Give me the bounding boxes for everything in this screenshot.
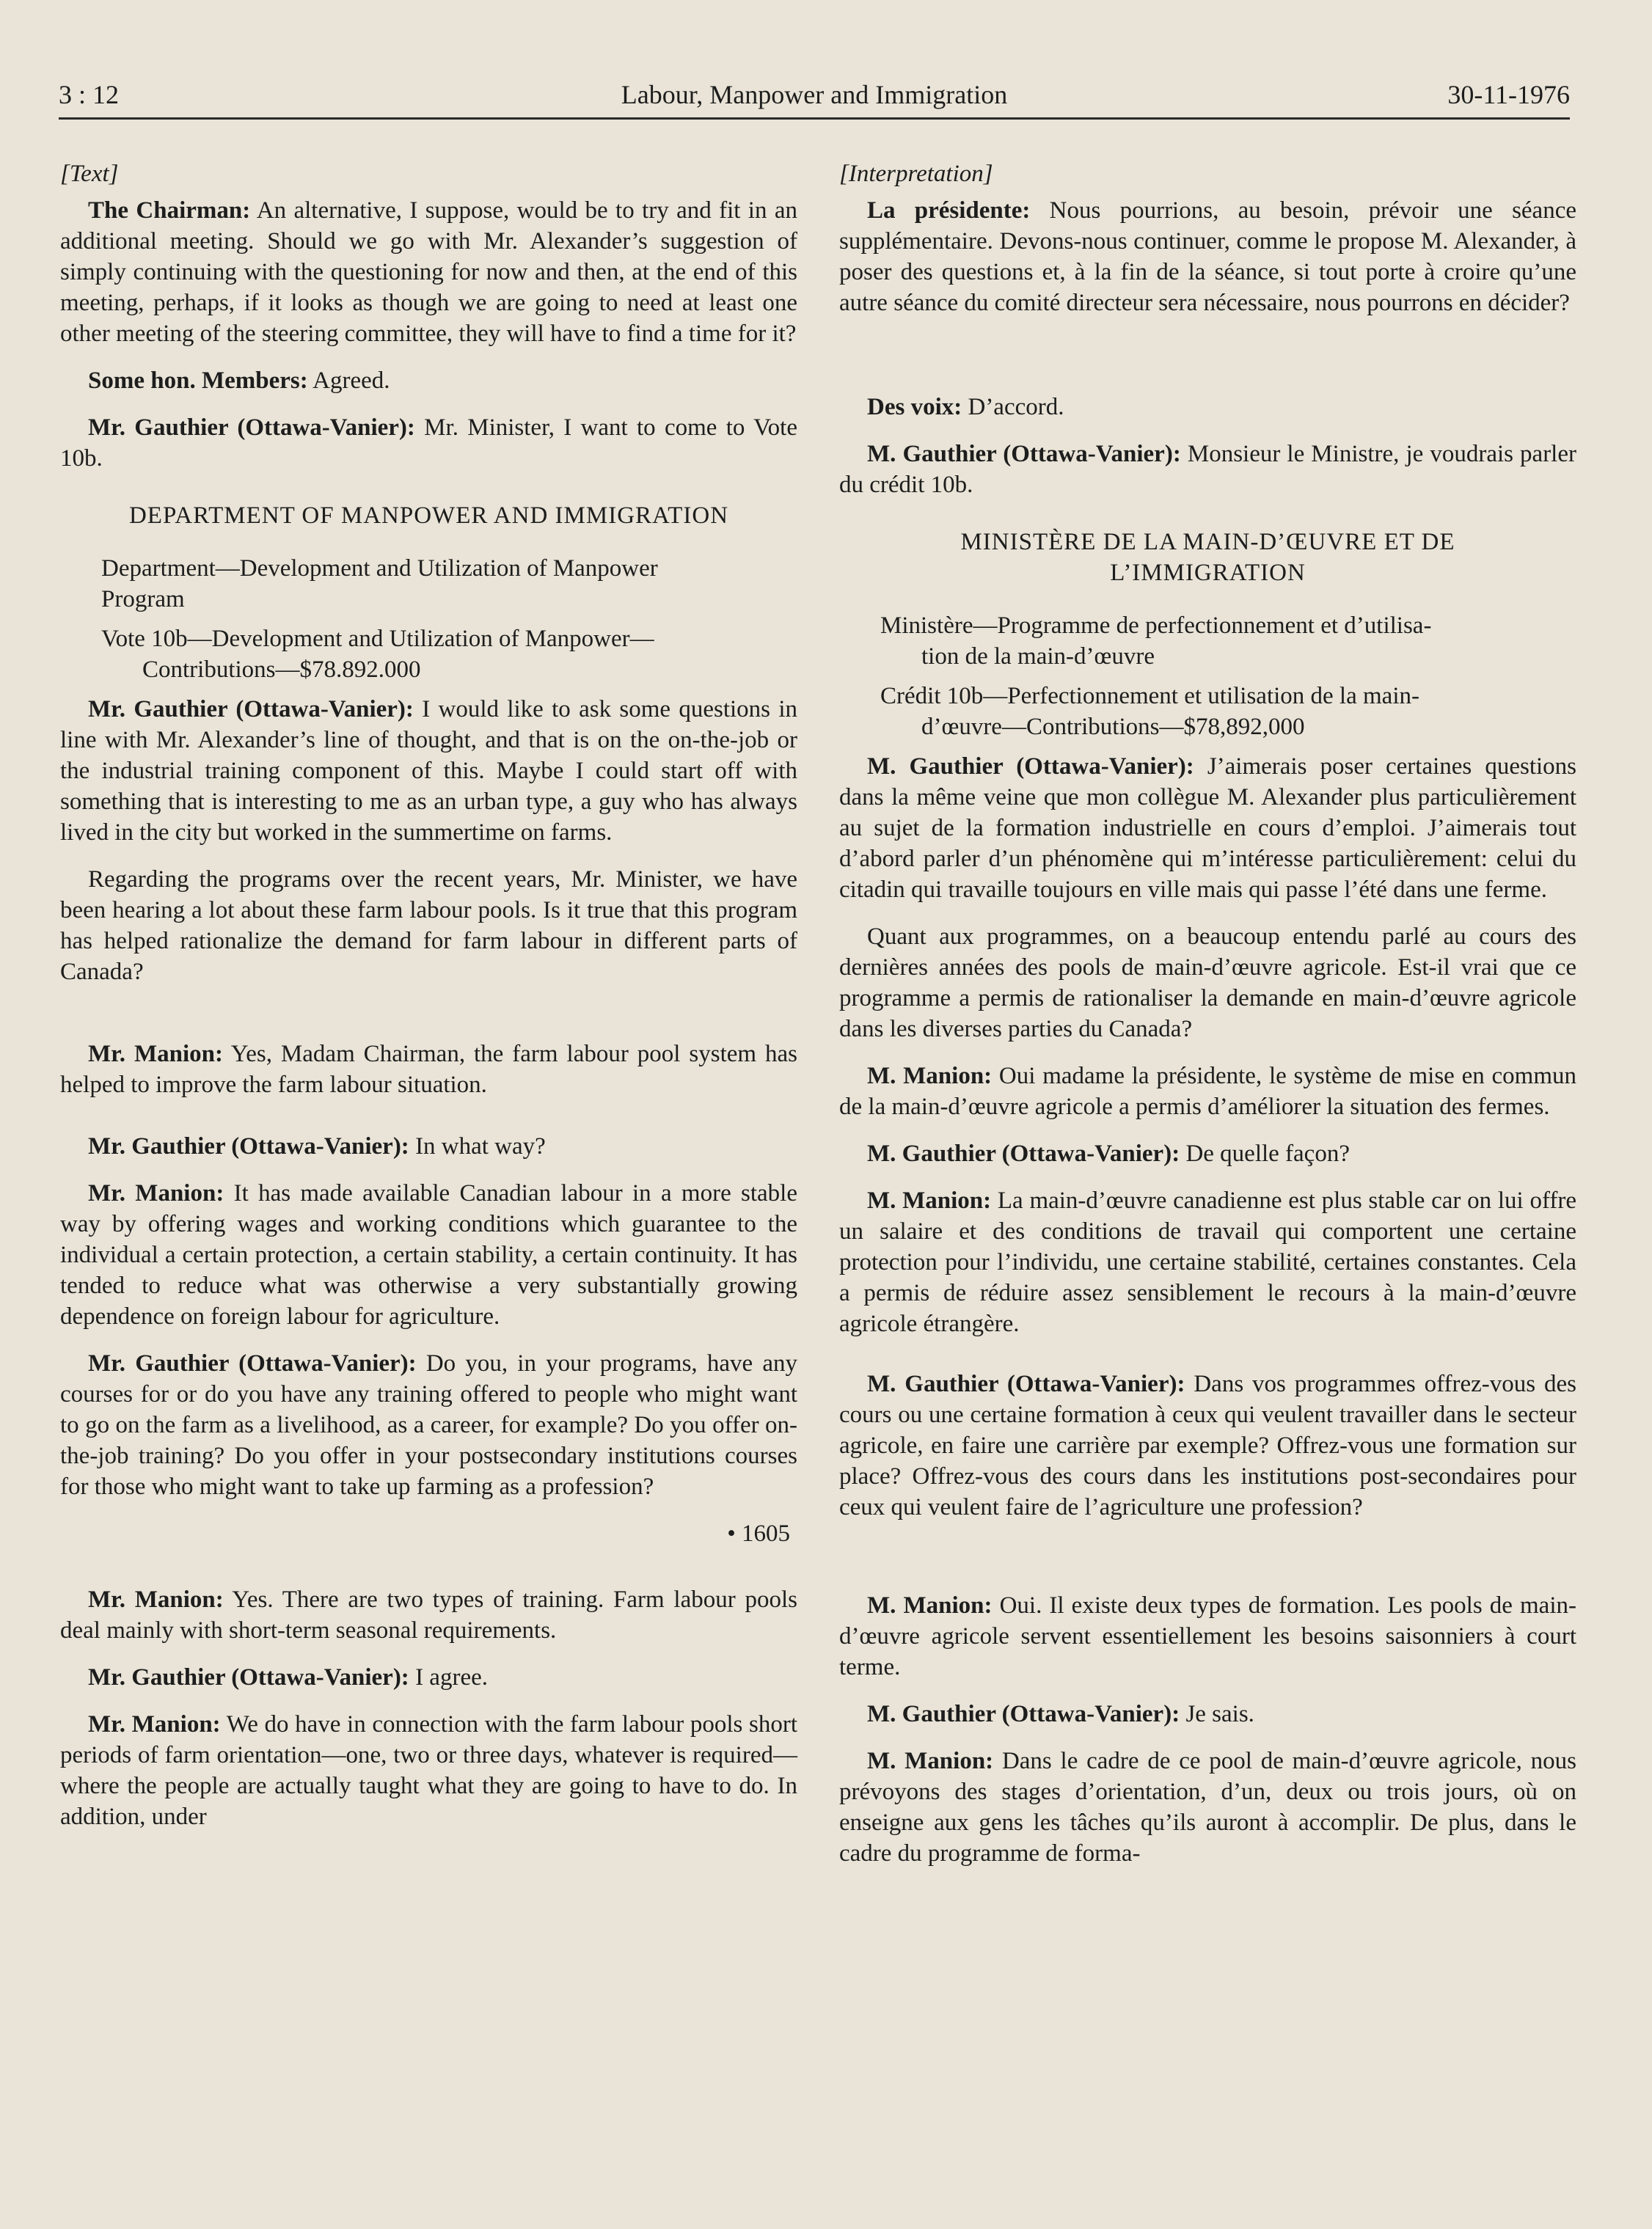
running-title: Labour, Manpower and Immigration <box>621 80 1008 109</box>
paragraph-gauthier: M. Gauthier (Ottawa-Vanier): Monsieur le Ministre, je voudrais parler du crédit 10b. <box>839 441 1576 498</box>
speaker-name: M. Manion: <box>867 1592 993 1619</box>
language-tag: [Interpretation] <box>839 161 993 187</box>
speaker-name: Mr. Manion: <box>88 1711 221 1738</box>
speaker-name: Mr. Gauthier (Ottawa-Vanier): <box>88 1350 417 1377</box>
paragraph-gauthier: M. Gauthier (Ottawa-Vanier): De quelle façon? <box>867 1141 1350 1167</box>
speaker-name: Mr. Gauthier (Ottawa-Vanier): <box>88 696 414 722</box>
speaker-name: Mr. Manion: <box>88 1041 223 1067</box>
speaker-name: La présidente: <box>867 197 1031 224</box>
speaker-name: M. Gauthier (Ottawa-Vanier): <box>867 441 1181 467</box>
department-heading: MINISTÈRE DE LA MAIN-D’ŒUVRE ET DE L’IMMIGRATION <box>960 529 1455 586</box>
speaker-name: M. Gauthier (Ottawa-Vanier): <box>867 1371 1185 1397</box>
speaker-name: Mr. Manion: <box>88 1180 224 1207</box>
paragraph-manion: M. Manion: La main-d’œuvre canadienne est plus stable car on lui offre un salaire et des conditions de travail qui comportent une certaine protection pour l’individu, une certaine stabilité, certaines constantes. Cela a permis de réduire assez sensiblement le recours à la main-d’œuvre agricole étrangère. <box>839 1187 1576 1337</box>
vote-item: Vote 10b—Development and Utilization of Manpower— Contributions—$78.892.000 <box>101 626 654 683</box>
language-tag: [Text] <box>60 161 119 187</box>
program-item: Department—Development and Utilization of Manpower Program <box>101 555 658 612</box>
paragraph-manion: M. Manion: Dans le cadre de ce pool de main-d’œuvre agricole, nous prévoyons des stages d’orientation, d’un, deux ou trois jours, où on enseigne aux gens les tâches qu’ils auront à accomplir. De plus, dans le cadre du programme de forma- <box>839 1748 1576 1867</box>
paragraph-manion: Mr. Manion: We do have in connection with the farm labour pools short periods of farm orientation—one, two or three days, whatever is required—where the people are actually taught what they are going to have to do. In addition, under <box>60 1711 798 1830</box>
paragraph-gauthier: M. Gauthier (Ottawa-Vanier): J’aimerais poser certaines questions dans la même veine que mon collègue M. Alexander plus particulièrement au sujet de la formation industrielle en cours d’emploi. J’aimerais tout d’abord parler d’un phénomène qui m’intéresse particulièrement: celui du citadin qui travaille toujours en ville mais qui passe l’été dans une ferme. <box>839 753 1576 903</box>
paragraph-manion: Mr. Manion: It has made available Canadian labour in a more stable way by offering wages and working conditions which guarantee to the individual a certain protection, a certain stability, a certain continuity. It has tended to reduce what was otherwise a very substantially growing dependence on foreign labour for agriculture. <box>60 1180 797 1330</box>
speaker-name: M. Manion: <box>867 1748 994 1774</box>
paragraph-manion: M. Manion: Oui. Il existe deux types de formation. Les pools de main-d’œuvre agricole servent essentiellement les besoins saisonniers à court terme. <box>839 1592 1576 1680</box>
speaker-name: Mr. Gauthier (Ottawa-Vanier): <box>88 1133 409 1160</box>
english-column <box>60 158 797 1848</box>
speaker-name: Some hon. Members: <box>88 367 308 394</box>
paragraph-manion: M. Manion: Oui madame la présidente, le système de mise en commun de la main-d’œuvre agricole a permis d’améliorer la situation des fermes. <box>839 1063 1576 1120</box>
page-date: 30-11-1976 <box>1447 80 1570 109</box>
paragraph-gauthier: Mr. Gauthier (Ottawa-Vanier): I would like to ask some questions in line with Mr. Alexander’s line of thought, and that is on the on-the-job or the industrial training component of this. Maybe I could start off with something that is interesting to me as an urban type, a guy who has always lived in the city but worked in the summertime on farms. <box>60 696 797 846</box>
paragraph-presidente: La présidente: Nous pourrions, au besoin, prévoir une séance supplémentaire. Devons-nous continuer, comme le propose M. Alexander, à poser des questions et, à la fin de la séance, si tout porte à croire qu’une autre séance du comité directeur sera nécessaire, nous pourrons en décider? <box>839 197 1576 316</box>
speaker-name: Mr. Gauthier (Ottawa-Vanier): <box>88 1664 409 1691</box>
page-number: 3 : 12 <box>59 80 120 109</box>
paragraph-manion: Mr. Manion: Yes. There are two types of training. Farm labour pools deal mainly with short-term seasonal requirements. <box>60 1586 797 1644</box>
paragraph-members: Some hon. Members: Agreed. <box>88 367 390 394</box>
paragraph-gauthier: Mr. Gauthier (Ottawa-Vanier): Mr. Minister, I want to come to Vote 10b. <box>60 414 797 472</box>
paragraph-gauthier-cont: Quant aux programmes, on a beaucoup entendu parlé au cours des dernières années des pools de main-d’œuvre agricole. Est-il vrai que ce programme a permis de rationaliser la demande en main-d’œuvre agricole dans les diverses parties du Canada? <box>839 923 1576 1042</box>
speaker-name: M. Gauthier (Ottawa-Vanier): <box>867 1701 1180 1727</box>
speaker-name: M. Manion: <box>867 1187 992 1214</box>
speaker-name: M. Gauthier (Ottawa-Vanier): <box>867 753 1194 780</box>
paragraph-gauthier: Mr. Gauthier (Ottawa-Vanier): In what way? <box>88 1133 546 1160</box>
speaker-name: The Chairman: <box>88 197 251 224</box>
speaker-name: Mr. Manion: <box>88 1586 224 1613</box>
french-column <box>839 158 1576 1885</box>
paragraph-gauthier: Mr. Gauthier (Ottawa-Vanier): Do you, in your programs, have any courses for or do you have any training offered to people who might want to go on the farm as a livelihood, as a career, for example? Do you offer on-the-job training? Do you offer in your postsecondary institutions courses for those who might want to take up farming as a profession? <box>60 1350 797 1500</box>
timestamp: • 1605 <box>727 1520 790 1547</box>
paragraph-manion: Mr. Manion: Yes, Madam Chairman, the farm labour pool system has helped to improve the farm labour situation. <box>60 1041 798 1098</box>
program-item: Ministère—Programme de perfectionnement et d’utilisa- tion de la main-d’œuvre <box>880 612 1432 670</box>
speaker-name: Des voix: <box>867 394 962 420</box>
speaker-name: Mr. Gauthier (Ottawa-Vanier): <box>88 414 415 441</box>
paragraph-gauthier: Mr. Gauthier (Ottawa-Vanier): I agree. <box>88 1664 488 1691</box>
paragraph-chairman: The Chairman: An alternative, I suppose, would be to try and fit in an additional meeting. Should we go with Mr. Alexander’s suggestion of simply continuing with the questioning for now and then, at the end of this meeting, perhaps, if it looks as though we are going to need at least one other meeting of the steering committee, they will have to find a time for it? <box>60 197 797 347</box>
paragraph-gauthier: M. Gauthier (Ottawa-Vanier): Je sais. <box>867 1701 1254 1727</box>
page-header <box>59 76 1570 120</box>
paragraph-gauthier: M. Gauthier (Ottawa-Vanier): Dans vos programmes offrez-vous des cours ou une certaine formation à ceux qui veulent travailler dans le secteur agricole, en faire une carrière par exemple? Offrez-vous une formation sur place? Offrez-vous des cours dans les institutions post-secondaires pour ceux qui veulent faire de l’agriculture une profession? <box>839 1371 1576 1520</box>
vote-item: Crédit 10b—Perfectionnement et utilisation de la main- d’œuvre—Contributions—$78,892,000 <box>880 683 1419 740</box>
department-heading: DEPARTMENT OF MANPOWER AND IMMIGRATION <box>128 502 729 529</box>
speaker-name: M. Manion: <box>867 1063 993 1089</box>
paragraph-gauthier-cont: Regarding the programs over the recent years, Mr. Minister, we have been hearing a lot about these farm labour pools. Is it true that this program has helped rationalize the demand for farm labour in different parts of Canada? <box>60 866 797 985</box>
speaker-name: M. Gauthier (Ottawa-Vanier): <box>867 1141 1180 1167</box>
paragraph-voix: Des voix: D’accord. <box>867 394 1064 420</box>
